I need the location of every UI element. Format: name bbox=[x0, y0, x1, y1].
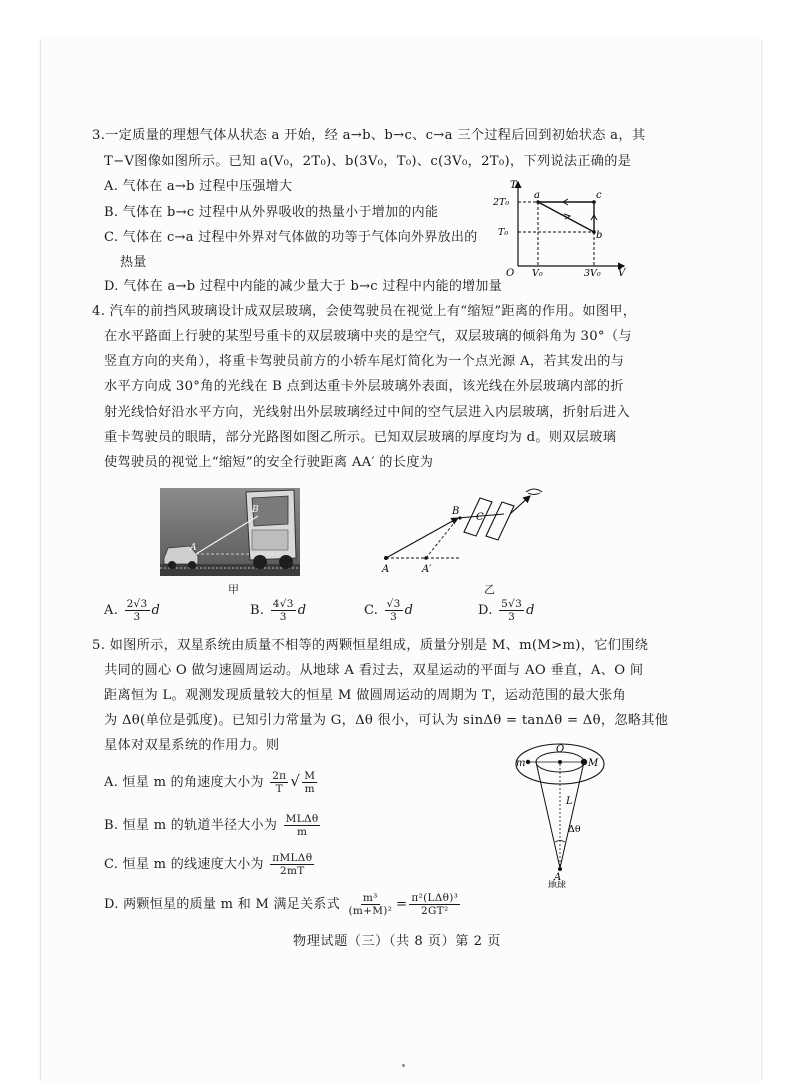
fig-yi-caption: 乙 bbox=[484, 583, 496, 596]
q3-option-c-line1: C. 气体在 c→a 过程中外界对气体做的功等于气体向外界放出的 bbox=[104, 230, 478, 245]
q3-stem-line1: 3.一定质量的理想气体从状态 a 开始，经 a→b、b→c、c→a 三个过程后回到初始状态 a，其 bbox=[92, 128, 646, 143]
q4-figure-jia-photo bbox=[160, 488, 300, 576]
star-m-big-label: M bbox=[588, 758, 599, 769]
q5-stem-line5: 星体对双星系统的作用力。则 bbox=[104, 738, 280, 753]
q4-figure-yi-diagram bbox=[380, 484, 560, 576]
point-b-label: b bbox=[596, 230, 603, 241]
tick-t0: T₀ bbox=[498, 227, 509, 238]
q4-option-d-fraction: $\frac{5√3}{3}$ bbox=[501, 598, 523, 623]
q5-option-c: C. 恒星 m 的线速度大小为 $\frac{\text{πMLΔθ}}{2mT}$ bbox=[104, 852, 313, 877]
q4-stem-line4: 水平方向成 30°角的光线在 B 点到达重卡外层玻璃外表面，该光线在外层玻璃内部的折 bbox=[104, 379, 624, 394]
q4-stem-line3: 竖直方向的夹角），将重卡驾驶员前方的小轿车尾灯简化为一个点光源 A，若其发出的与 bbox=[104, 354, 625, 369]
q4-stem-line5: 射光线恰好沿水平方向，光线射出外层玻璃经过中间的空气层进入内层玻璃，折射后进入 bbox=[104, 405, 631, 420]
center-o-label: O bbox=[556, 744, 565, 755]
q4-option-c-fraction: $\frac{√3}{3}$ bbox=[386, 598, 401, 623]
t-axis-label: T bbox=[510, 180, 517, 191]
q5-option-c-fraction: $\frac{\text{πMLΔθ}}{2mT}$ bbox=[272, 852, 313, 877]
q4-option-b: B. $\frac{4√3}{3}$ d bbox=[250, 598, 307, 623]
q4-stem-line6: 重卡驾驶员的眼睛，部分光路图如图乙所示。已知双层玻璃的厚度均为 d。则双层玻璃 bbox=[104, 430, 617, 445]
photo-point-a: A bbox=[190, 543, 197, 553]
photo-point-b: B bbox=[252, 505, 259, 515]
diagram-point-b: B bbox=[452, 506, 460, 517]
q5-option-a: A. 恒星 m 的角速度大小为 $\frac{2\pi}{T}$ √ $\frac{M}{m}$ bbox=[104, 770, 316, 795]
q3-option-c-line2: 热量 bbox=[120, 255, 147, 270]
q4-option-a-fraction: $\frac{2√3}{3}$ bbox=[126, 598, 148, 623]
q4-option-b-fraction: $\frac{4√3}{3}$ bbox=[272, 598, 294, 623]
q5-stem-line3: 距离恒为 L。观测发现质量较大的恒星 M 做圆周运动的周期为 T，运动范围的最大张角 bbox=[104, 688, 626, 703]
angle-label: Δθ bbox=[568, 824, 581, 835]
tick-v0: V₀ bbox=[532, 268, 543, 278]
q3-option-d: D. 气体在 a→b 过程中内能的减少量大于 b→c 过程中内能的增加量 bbox=[104, 279, 503, 294]
scan-speck bbox=[402, 1064, 405, 1067]
page-footer: 物理试题（三）（共 8 页）第 2 页 bbox=[293, 934, 501, 949]
q5-option-b: B. 恒星 m 的轨道半径大小为 $\frac{\text{MLΔθ}}{m}$ bbox=[104, 813, 319, 838]
q3-tv-graph bbox=[490, 176, 630, 278]
origin-label: O bbox=[506, 268, 515, 278]
diagram-point-c: C bbox=[476, 512, 484, 523]
q5-option-b-fraction: $\frac{\text{MLΔθ}}{m}$ bbox=[285, 813, 319, 838]
q3-stem-line2: T−V图像如图所示。已知 a(V₀，2T₀)、b(3V₀，T₀)、c(3V₀，2T₀)，下列说法正确的是 bbox=[104, 154, 632, 169]
earth-a-label: A bbox=[554, 872, 562, 883]
star-m-small-label: m bbox=[516, 758, 526, 769]
q4-stem-line1: 4. 汽车的前挡风玻璃设计成双层玻璃，会使驾驶员在视觉上有“缩短”距离的作用。如图甲， bbox=[92, 304, 637, 319]
q5-option-d-right-fraction: $\frac{\text{π²(LΔθ)³}}{\text{2GT²}}$ bbox=[411, 892, 459, 917]
q5-option-d-left-fraction: $\frac{\text{m³}}{\text{(m+M)²}}$ bbox=[348, 892, 393, 917]
diagram-point-a-prime: A′ bbox=[422, 564, 432, 575]
process-ab bbox=[538, 202, 594, 232]
tick-2t0: 2T₀ bbox=[493, 197, 510, 208]
q5-stem-line1: 5. 如图所示，双星系统由质量不相等的两颗恒星组成，质量分别是 M、m(M>m)，它们围绕 bbox=[92, 638, 649, 653]
q4-option-c: C. $\frac{√3}{3}$ d bbox=[364, 598, 414, 623]
q5-stem-line2: 共同的圆心 O 做匀速圆周运动。从地球 A 看过去，双星运动的平面与 AO 垂直，A、O 间 bbox=[104, 663, 644, 678]
earth-label: 地球 bbox=[548, 881, 567, 888]
q4-stem-line7: 使驾驶员的视觉上“缩短”的安全行驶距离 AA′ 的长度为 bbox=[104, 455, 434, 470]
q5-option-a-fraction: $\frac{2\pi}{T}$ bbox=[272, 770, 287, 795]
q5-binary-star-figure bbox=[506, 738, 618, 888]
q5-option-d: D. 两颗恒星的质量 m 和 M 满足关系式 $\frac{\text{m³}}{\text{(m+M)²}}$ = $\frac{\text{π²(LΔθ)³}}{\text{2GT²}}$ bbox=[104, 892, 459, 917]
q4-option-a: A. $\frac{2√3}{3}$ d bbox=[104, 598, 161, 623]
v-axis-label: V bbox=[618, 268, 626, 278]
q4-option-d: D. $\frac{5√3}{3}$ d bbox=[478, 598, 535, 623]
q3-option-a: A. 气体在 a→b 过程中压强增大 bbox=[104, 179, 293, 194]
fig-jia-caption: 甲 bbox=[228, 583, 240, 596]
point-a-label: a bbox=[534, 190, 540, 201]
q4-stem-line2: 在水平路面上行驶的某型号重卡的双层玻璃中夹的是空气，双层玻璃的倾斜角为 30°（与 bbox=[104, 329, 632, 344]
diagram-point-a: A bbox=[382, 564, 390, 575]
q5-stem-line4: 为 Δθ(单位是弧度)。已知引力常量为 G，Δθ 很小，可认为 sinΔθ = tanΔθ = Δθ，忽略其他 bbox=[104, 713, 669, 728]
distance-l-label: L bbox=[566, 796, 573, 807]
q3-option-b: B. 气体在 b→c 过程中从外界吸收的热量小于增加的内能 bbox=[104, 205, 439, 220]
tick-3v0: 3V₀ bbox=[584, 268, 601, 278]
point-c-label: c bbox=[596, 190, 602, 201]
